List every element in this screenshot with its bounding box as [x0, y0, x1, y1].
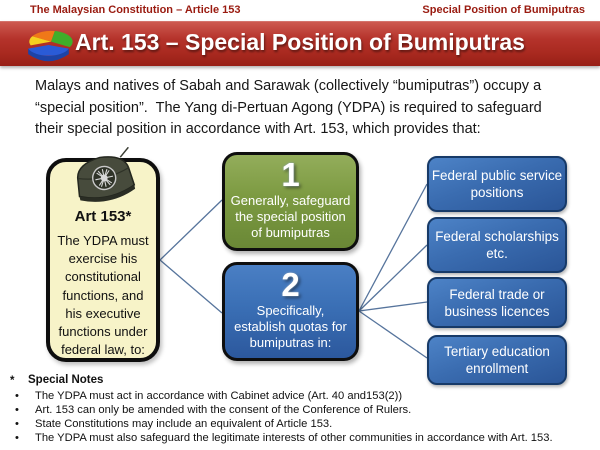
- quota-box-tertiary-education: Tertiary education enrollment: [427, 335, 567, 385]
- bullet-icon: •: [15, 390, 19, 402]
- duty-2-number: 2: [281, 266, 300, 303]
- note-item: • State Constitutions may include an equivalent of Article 153.: [15, 418, 333, 430]
- article-153-source-box: [46, 158, 160, 362]
- quota-box-trade-licences: Federal trade or business licences: [427, 277, 567, 328]
- intro-line: “special position”. The Yang di-Pertuan Agong (YDPA) is required to safeguard: [35, 99, 542, 116]
- header-left-text: The Malaysian Constitution – Article 153: [30, 4, 241, 16]
- quota-box-scholarships: Federal scholarships etc.: [427, 217, 567, 273]
- intro-line: Malays and natives of Sabah and Sarawak (collectively “bumiputras”) occupy a: [35, 78, 542, 94]
- quota-box-public-service: Federal public service positions: [427, 156, 567, 212]
- special-notes-title: Special Notes: [28, 374, 104, 386]
- bullet-icon: •: [15, 432, 19, 444]
- duty-box-1: [222, 152, 359, 251]
- bullet-icon: •: [15, 404, 19, 416]
- source-box-title: Art 153*: [74, 208, 132, 225]
- royal-cap-icon: [68, 147, 140, 211]
- note-item: • The YDPA must act in accordance with Cabinet advice (Art. 40 and153(2)): [15, 390, 403, 402]
- note-item: • Art. 153 can only be amended with the consent of the Conference of Rulers.: [15, 404, 412, 416]
- asterisk-marker: *: [10, 375, 15, 387]
- bullet-icon: •: [15, 418, 19, 430]
- intro-line: their special position in accordance with Art. 153, which provides that:: [35, 121, 481, 137]
- slide-title: Art. 153 – Special Position of Bumiputras: [75, 29, 525, 55]
- header-right-text: Special Position of Bumiputras: [422, 4, 585, 16]
- duty-2-text: Specifically, establish quotas for bumiputras in:: [234, 303, 347, 350]
- duty-1-text: Generally, safeguard the special position of bumiputras: [230, 193, 351, 240]
- duty-box-2: [222, 262, 359, 361]
- duty-1-number: 1: [281, 156, 300, 193]
- source-box-body: The YDPA must exercise his constitutional functions, and his executive functions under federal law, to:: [57, 233, 149, 358]
- note-item: • The YDPA must also safeguard the legitimate interests of other communities in accordance with Art. 153.: [15, 432, 553, 444]
